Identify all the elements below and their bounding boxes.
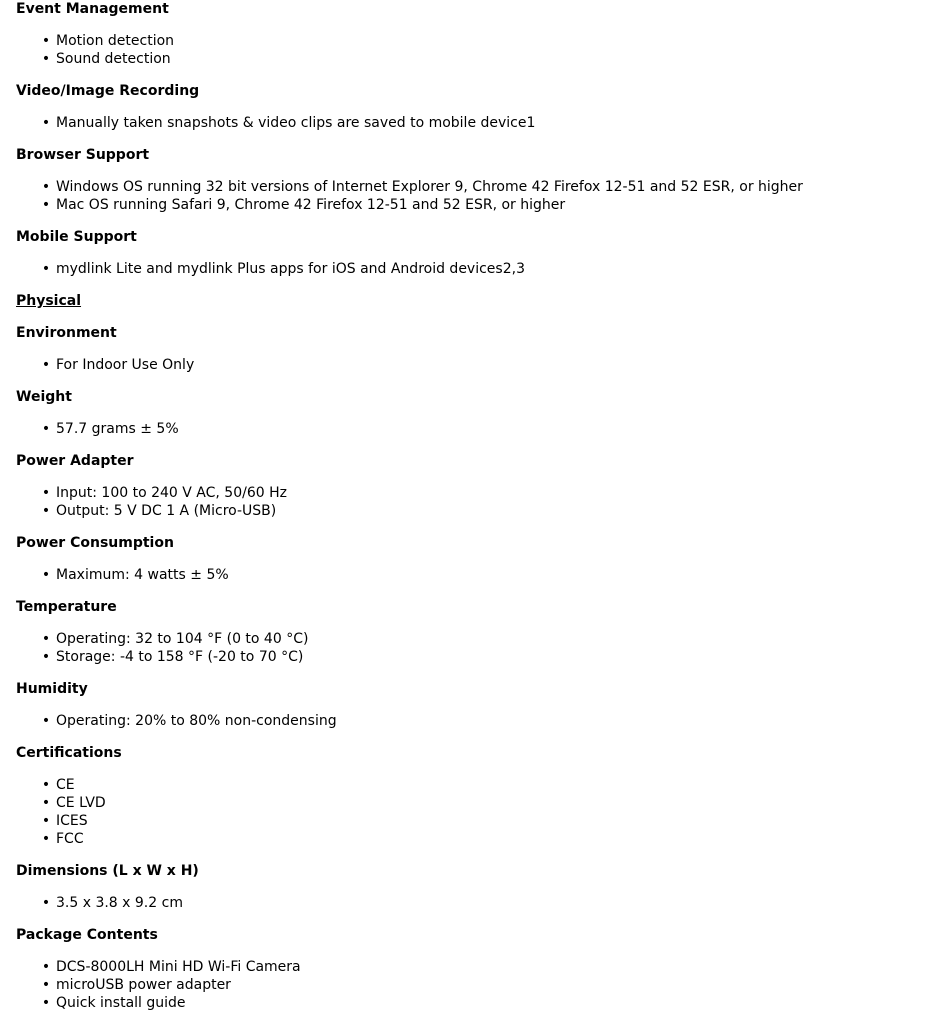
physical-section-title: Physical — [16, 293, 82, 309]
list-item — [16, 958, 916, 976]
environment-list — [16, 356, 916, 374]
bullet-icon: • — [41, 977, 51, 993]
bullet-icon: • — [41, 357, 51, 373]
list-item — [16, 484, 916, 502]
bullet-icon: • — [41, 713, 51, 729]
list-item-text: Manually taken snapshots & video clips are saved to mobile device1 — [56, 115, 536, 131]
weight-list — [16, 420, 916, 438]
list-item-text: microUSB power adapter — [56, 977, 231, 993]
list-item — [16, 260, 916, 278]
browser-support-list — [16, 178, 916, 214]
list-item-text: Mac OS running Safari 9, Chrome 42 Firefox 12-51 and 52 ESR, or higher — [56, 197, 566, 213]
list-item-text: Operating: 32 to 104 °F (0 to 40 °C) — [56, 631, 309, 647]
list-item — [16, 776, 916, 794]
mobile-support-heading: Mobile Support — [16, 229, 137, 245]
bullet-icon: • — [41, 959, 51, 975]
list-item-text: DCS-8000LH Mini HD Wi-Fi Camera — [56, 959, 301, 975]
browser-support-heading: Browser Support — [16, 147, 150, 163]
list-item-text: FCC — [56, 831, 84, 847]
package-contents-list — [16, 958, 916, 1012]
list-item — [16, 994, 916, 1012]
bullet-icon: • — [41, 831, 51, 847]
list-item-text: Input: 100 to 240 V AC, 50/60 Hz — [56, 485, 287, 501]
list-item-text: CE LVD — [56, 795, 106, 811]
event-management-heading: Event Management — [16, 1, 169, 17]
bullet-icon: • — [41, 813, 51, 829]
list-item-text: ICES — [56, 813, 88, 829]
list-item-text: Operating: 20% to 80% non-condensing — [56, 713, 337, 729]
environment-heading: Environment — [16, 325, 117, 341]
bullet-icon: • — [41, 261, 51, 277]
bullet-icon: • — [41, 795, 51, 811]
temperature-list — [16, 630, 916, 666]
bullet-icon: • — [41, 115, 51, 131]
list-item-text: Sound detection — [56, 51, 171, 67]
list-item — [16, 356, 916, 374]
bullet-icon: • — [41, 485, 51, 501]
power-adapter-list — [16, 484, 916, 520]
list-item-text: Quick install guide — [56, 995, 186, 1011]
bullet-icon: • — [41, 649, 51, 665]
list-item-text: 3.5 x 3.8 x 9.2 cm — [56, 895, 183, 911]
list-item — [16, 114, 916, 132]
list-item-text: 57.7 grams ± 5% — [56, 421, 179, 437]
bullet-icon: • — [41, 631, 51, 647]
list-item — [16, 566, 916, 584]
list-item-text: mydlink Lite and mydlink Plus apps for iOS and Android devices2,3 — [56, 261, 525, 277]
list-item — [16, 32, 916, 50]
list-item — [16, 976, 916, 994]
humidity-list — [16, 712, 916, 730]
bullet-icon: • — [41, 567, 51, 583]
event-management-list — [16, 32, 916, 68]
power-adapter-heading: Power Adapter — [16, 453, 134, 469]
bullet-icon: • — [41, 995, 51, 1011]
bullet-icon: • — [41, 51, 51, 67]
list-item-text: CE — [56, 777, 75, 793]
dimensions-l-x-w-x-h-list — [16, 894, 916, 912]
list-item-text: For Indoor Use Only — [56, 357, 195, 373]
weight-heading: Weight — [16, 389, 72, 405]
list-item — [16, 630, 916, 648]
list-item — [16, 794, 916, 812]
package-contents-heading: Package Contents — [16, 927, 158, 943]
power-consumption-heading: Power Consumption — [16, 535, 174, 551]
video-image-recording-heading: Video/Image Recording — [16, 83, 200, 99]
list-item — [16, 894, 916, 912]
bullet-icon: • — [41, 197, 51, 213]
dimensions-l-x-w-x-h-heading: Dimensions (L x W x H) — [16, 863, 199, 879]
spec-list — [16, 0, 916, 1026]
bullet-icon: • — [41, 421, 51, 437]
list-item — [16, 830, 916, 848]
certifications-list — [16, 776, 916, 848]
list-item — [16, 648, 916, 666]
video-image-recording-list — [16, 114, 916, 132]
list-item — [16, 502, 916, 520]
list-item — [16, 420, 916, 438]
list-item — [16, 178, 916, 196]
list-item-text: Windows OS running 32 bit versions of Internet Explorer 9, Chrome 42 Firefox 12-51 and 52 ESR, or higher — [56, 179, 803, 195]
list-item-text: Maximum: 4 watts ± 5% — [56, 567, 229, 583]
humidity-heading: Humidity — [16, 681, 88, 697]
list-item-text: Storage: -4 to 158 °F (-20 to 70 °C) — [56, 649, 304, 665]
list-item — [16, 50, 916, 68]
list-item — [16, 196, 916, 214]
bullet-icon: • — [41, 503, 51, 519]
mobile-support-list — [16, 260, 916, 278]
bullet-icon: • — [41, 895, 51, 911]
bullet-icon: • — [41, 33, 51, 49]
temperature-heading: Temperature — [16, 599, 117, 615]
bullet-icon: • — [41, 777, 51, 793]
list-item-text: Motion detection — [56, 33, 175, 49]
bullet-icon: • — [41, 179, 51, 195]
list-item — [16, 712, 916, 730]
certifications-heading: Certifications — [16, 745, 122, 761]
list-item — [16, 812, 916, 830]
power-consumption-list — [16, 566, 916, 584]
list-item-text: Output: 5 V DC 1 A (Micro-USB) — [56, 503, 277, 519]
